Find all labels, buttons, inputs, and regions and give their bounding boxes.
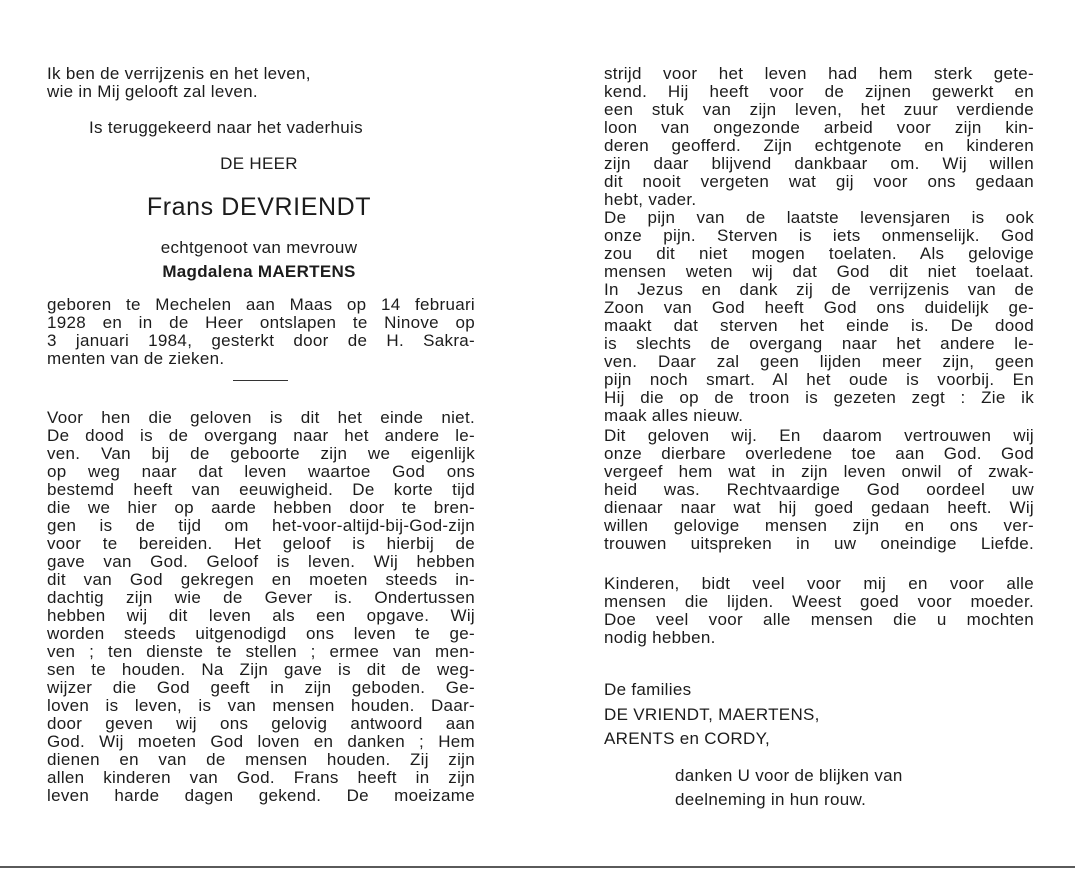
body-line: hebben wij dit leven als een opgave. Wij — [47, 606, 475, 625]
body-line: dit van God gekregen en moeten steeds in- — [47, 570, 475, 589]
body-line: kend. Hij heeft voor de zijnen gewerkt en — [604, 82, 1034, 101]
spouse-intro: echtgenoot van mevrouw — [160, 238, 358, 257]
body-line: dienen en van de mensen houden. Zij zijn — [47, 750, 475, 769]
body-line: loven is leven, is van mensen houden. Daar- — [47, 696, 475, 715]
body-line: Doe veel voor alle mensen die u mochten — [604, 610, 1034, 629]
body-line: door geven wij ons gelovig antwoord aan — [47, 714, 475, 733]
intro-line: Is teruggekeerd naar het vaderhuis — [89, 118, 363, 137]
thanks-line: deelneming in hun rouw. — [675, 790, 867, 809]
body-line: sen te houden. Na Zijn gave is dit de weg- — [47, 660, 475, 679]
body-line: gen is de tijd om het-voor-altijd-bij-God-zijn — [47, 516, 475, 535]
body-line: nodig hebben. — [604, 628, 716, 647]
families-names: ARENTS en CORDY, — [604, 729, 771, 748]
quote-line-1: Ik ben de verrijzenis en het leven, — [47, 64, 311, 83]
body-line: heid was. Rechtvaardige God oordeel uw — [604, 480, 1034, 499]
body-line: gave van God. Geloof is leven. Wij hebben — [47, 552, 475, 571]
body-line: loon van ongezonde arbeid voor zijn kin- — [604, 118, 1034, 137]
body-line: dachtig zijn wie de Gever is. Ondertussen — [47, 588, 475, 607]
body-line: zijn daar blijvend dankbaar om. Wij willen — [604, 154, 1034, 173]
thanks-line: danken U voor de blijken van — [675, 766, 903, 785]
birth-line: 3 januari 1984, gesterkt door de H. Sakra- — [47, 331, 475, 350]
body-line: De dood is de overgang naar het andere le- — [47, 426, 475, 445]
birth-line: geboren te Mechelen aan Maas op 14 februari — [47, 295, 475, 314]
body-line: In Jezus en dank zij de verrijzenis van de — [604, 280, 1034, 299]
body-line: onze pijn. Sterven is iets onmenselijk. God — [604, 226, 1034, 245]
body-line: die we hier op aarde hebben door te bren- — [47, 498, 475, 517]
body-line: maak alles nieuw. — [604, 406, 744, 425]
families-names: DE VRIENDT, MAERTENS, — [604, 705, 820, 724]
body-line: mensen weten wij dat God dit niet toelaat. — [604, 262, 1034, 281]
body-line: Dit geloven wij. En daarom vertrouwen wij — [604, 426, 1034, 445]
body-line: op weg naar dat leven waartoe God ons — [47, 462, 475, 481]
body-line: leven harde dagen gekend. De moeizame — [47, 786, 475, 805]
body-line: Voor hen die geloven is dit het einde niet. — [47, 408, 475, 427]
birth-line: 1928 en in de Heer ontslapen te Ninove op — [47, 313, 475, 332]
body-line: maakt dat sterven het einde is. De dood — [604, 316, 1034, 335]
body-line: mensen die lijden. Weest goed voor moeder. — [604, 592, 1034, 611]
body-line: Zoon van God heeft God ons duidelijk ge- — [604, 298, 1034, 317]
body-line: zou dit niet mogen toelaten. Als gelovige — [604, 244, 1034, 263]
body-line: trouwen uitspreken in uw oneindige Liefde. — [604, 534, 1034, 553]
body-line: Hij die op de troon is gezeten zegt : Zie ik — [604, 388, 1034, 407]
body-line: wijzer die God geeft in zijn geboden. Ge- — [47, 678, 475, 697]
card-bottom-edge — [0, 866, 1075, 868]
body-line: voor te bereiden. Het geloof is hierbij de — [47, 534, 475, 553]
body-line: hebt, vader. — [604, 190, 697, 209]
body-line: willen gelovige mensen zijn en ons ver- — [604, 516, 1034, 535]
body-line: onze dierbare overledene toe aan God. God — [604, 444, 1034, 463]
quote-line-2: wie in Mij gelooft zal leven. — [47, 82, 258, 101]
body-line: deren geofferd. Zijn echtgenote en kinderen — [604, 136, 1034, 155]
body-line: De pijn van de laatste levensjaren is ook — [604, 208, 1034, 227]
body-line: worden steeds uitgenodigd ons leven te ge- — [47, 624, 475, 643]
body-line: ven. Van bij de geboorte zijn we eigenlijk — [47, 444, 475, 463]
body-line: ven ; ten dienste te stellen ; ermee van men- — [47, 642, 475, 661]
birth-line: menten van de zieken. — [47, 349, 225, 368]
body-line: dienaar naar wat hij goed gedaan heeft. Wij — [604, 498, 1034, 517]
body-line: strijd voor het leven had hem sterk gete- — [604, 64, 1034, 83]
body-line: Kinderen, bidt veel voor mij en voor alle — [604, 574, 1034, 593]
body-line: ven. Daar zal geen lijden meer zijn, geen — [604, 352, 1034, 371]
honorific: DE HEER — [220, 154, 298, 173]
deceased-name: Frans DEVRIENDT — [146, 193, 372, 221]
body-line: bestemd heeft van eeuwigheid. De korte tijd — [47, 480, 475, 499]
body-line: God. Wij moeten God loven en danken ; Hem — [47, 732, 475, 751]
spouse-name: Magdalena MAERTENS — [162, 262, 356, 281]
body-line: allen kinderen van God. Frans heeft in zijn — [47, 768, 475, 787]
body-line: dit nooit vergeten wat gij voor ons gedaan — [604, 172, 1034, 191]
body-line: is slechts de overgang naar het andere le- — [604, 334, 1034, 353]
body-line: vergeef hem wat in zijn leven onwil of zwak- — [604, 462, 1034, 481]
body-line: een stuk van zijn leven, het zuur verdiende — [604, 100, 1034, 119]
body-line: pijn noch smart. Al het oude is voorbij. En — [604, 370, 1034, 389]
families-label: De families — [604, 680, 692, 699]
divider-rule — [233, 380, 288, 381]
